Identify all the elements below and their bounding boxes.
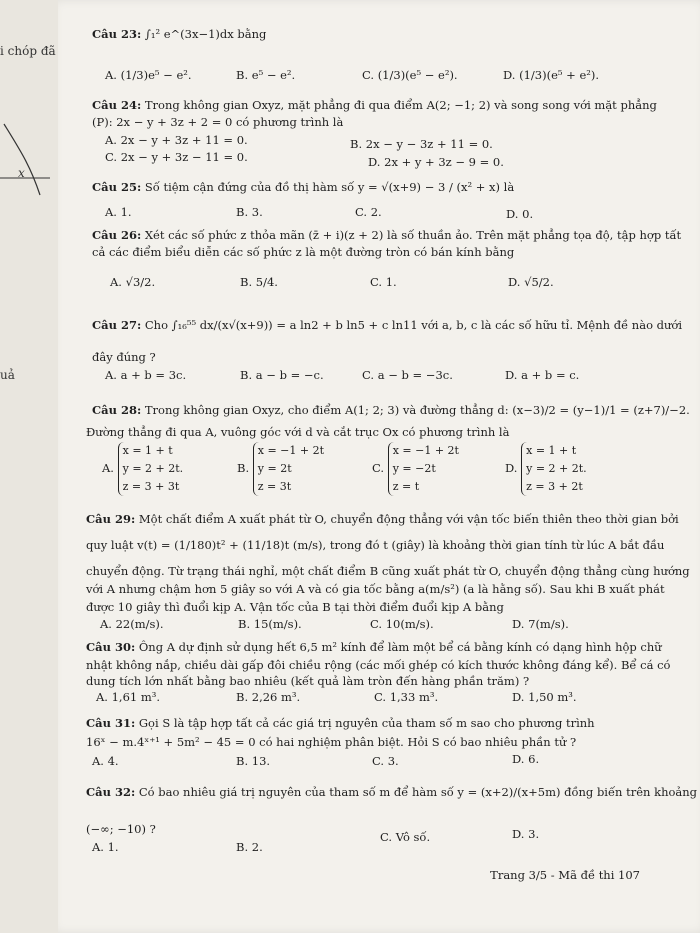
q30-option-a: A. 1,61 m³. bbox=[96, 690, 161, 704]
q27-option-d: D. a + b = c. bbox=[505, 368, 580, 382]
q31-option-a: A. 4. bbox=[92, 754, 119, 768]
q23-option-a: A. (1/3)e⁵ − e². bbox=[105, 68, 192, 82]
q24-option-d: D. 2x + y + 3z − 9 = 0. bbox=[368, 155, 504, 169]
question-stem: Trong không gian Oxyz, cho điểm A(1; 2; 3) và đường thẳng d: (x−3)/2 = (y−1)/1 = (z+7)/−2. bbox=[144, 403, 690, 417]
q24-option-a: A. 2x − y + 3z + 11 = 0. bbox=[105, 133, 248, 147]
question-25 bbox=[92, 180, 514, 194]
margin-graph bbox=[0, 120, 60, 200]
q32-option-a: A. 1. bbox=[92, 840, 119, 854]
q25-option-d: D. 0. bbox=[506, 207, 534, 221]
q27-option-b: B. a − b = −c. bbox=[240, 368, 324, 382]
question-stem-cont: Đường thẳng đi qua A, vuông góc với d và cắt trục Ox có phương trình là bbox=[86, 425, 510, 439]
question-stem: ∫₁² e^(3x−1)dx bằng bbox=[144, 27, 267, 41]
q26-option-a: A. √3/2. bbox=[110, 275, 156, 289]
question-stem: Gọi S là tập hợp tất cả các giá trị nguyên của tham số m sao cho phương trình bbox=[138, 716, 595, 730]
question-stem: Số tiệm cận đứng của đồ thị hàm số y = √(x+9) − 3 / (x² + x) là bbox=[144, 180, 515, 194]
q26-option-c: C. 1. bbox=[370, 275, 397, 289]
question-label: Câu 24: bbox=[92, 98, 142, 112]
q31-option-d: D. 6. bbox=[512, 752, 540, 766]
q25-option-b: B. 3. bbox=[236, 205, 263, 219]
question-label: Câu 28: bbox=[92, 403, 142, 417]
question-stem: Xét các số phức z thỏa mãn (z̄ + i)(z + 2) là số thuần ảo. Trên mặt phẳng tọa độ, tập hợp tất bbox=[144, 228, 682, 242]
question-label: Câu 27: bbox=[92, 318, 142, 332]
q28-option-c: C. x = −1 + 2t y = −2t z = t bbox=[372, 442, 459, 496]
question-stem: Trong không gian Oxyz, mặt phẳng đi qua điểm A(2; −1; 2) và song song với mặt phẳng bbox=[144, 98, 657, 112]
q24-option-c: C. 2x − y + 3z − 11 = 0. bbox=[105, 150, 248, 164]
question-23 bbox=[92, 27, 266, 41]
question-label: Câu 29: bbox=[86, 512, 136, 526]
question-label: Câu 31: bbox=[86, 716, 136, 730]
q32-option-b: B. 2. bbox=[236, 840, 263, 854]
question-stem-cont: chuyển động. Từ trạng thái nghỉ, một chất điểm B cũng xuất phát từ O, chuyển động thẳng cùng hướng bbox=[86, 564, 690, 578]
q31-option-b: B. 13. bbox=[236, 754, 271, 768]
question-26 bbox=[92, 228, 681, 242]
question-label: Câu 25: bbox=[92, 180, 142, 194]
margin-fragment: i chóp đã bbox=[0, 44, 56, 58]
q28-option-d: D. x = 1 + t y = 2 + 2t. z = 3 + 2t bbox=[505, 442, 587, 496]
question-stem-cont: nhật không nắp, chiều dài gấp đôi chiều rộng (các mối ghép có kích thước không đáng kể). Bể cá có bbox=[86, 658, 671, 672]
q28-option-b: B. x = −1 + 2t y = 2t z = 3t bbox=[237, 442, 324, 496]
q32-option-c: C. Vô số. bbox=[380, 830, 431, 844]
question-32 bbox=[86, 785, 697, 799]
question-stem-cont: (−∞; −10) ? bbox=[86, 822, 156, 836]
question-stem-cont: quy luật v(t) = (1/180)t² + (11/18)t (m/s), trong đó t (giây) là khoảng thời gian tính từ lúc A bắt đầu bbox=[86, 538, 665, 552]
question-stem: Ông A dự định sử dụng hết 6,5 m² kính để làm một bể cá bằng kính có dạng hình hộp chữ bbox=[138, 640, 662, 654]
question-stem-cont: được 10 giây thì đuổi kịp A. Vận tốc của B tại thời điểm đuổi kịp A bằng bbox=[86, 600, 504, 614]
q30-option-d: D. 1,50 m³. bbox=[512, 690, 577, 704]
question-24 bbox=[92, 98, 657, 112]
q29-option-c: C. 10(m/s). bbox=[370, 617, 434, 631]
margin-axis-label: x bbox=[18, 166, 25, 180]
question-stem-cont: với A nhưng chậm hơn 5 giây so với A và có gia tốc bằng a(m/s²) (a là hằng số). Sau khi B xuất phát bbox=[86, 582, 665, 596]
question-stem: Có bao nhiêu giá trị nguyên của tham số m để hàm số y = (x+2)/(x+5m) đồng biến trên khoảng bbox=[138, 785, 698, 799]
question-label: Câu 23: bbox=[92, 27, 142, 41]
q32-option-d: D. 3. bbox=[512, 827, 540, 841]
margin-fragment-2: uả bbox=[0, 368, 15, 382]
q23-option-b: B. e⁵ − e². bbox=[236, 68, 296, 82]
question-stem: Cho ∫₁₆⁵⁵ dx/(x√(x+9)) = a ln2 + b ln5 + c ln11 với a, b, c là các số hữu tỉ. Mệnh đề nào dưới bbox=[144, 318, 683, 332]
question-29 bbox=[86, 512, 679, 526]
q27-option-a: A. a + b = 3c. bbox=[105, 368, 187, 382]
q23-option-d: D. (1/3)(e⁵ + e²). bbox=[503, 68, 600, 82]
question-stem-cont: 16ˣ − m.4ˣ⁺¹ + 5m² − 45 = 0 có hai nghiệm phân biệt. Hỏi S có bao nhiêu phần tử ? bbox=[86, 735, 577, 749]
q29-option-b: B. 15(m/s). bbox=[238, 617, 302, 631]
question-27 bbox=[92, 318, 682, 332]
q29-option-a: A. 22(m/s). bbox=[100, 617, 164, 631]
q30-option-b: B. 2,26 m³. bbox=[236, 690, 301, 704]
q25-option-c: C. 2. bbox=[355, 205, 382, 219]
question-30 bbox=[86, 640, 662, 654]
equation-system: x = −1 + 2t y = 2t z = 3t bbox=[253, 442, 324, 496]
question-31 bbox=[86, 716, 595, 730]
q28-option-a: A. x = 1 + t y = 2 + 2t. z = 3 + 3t bbox=[102, 442, 183, 496]
question-stem-cont: (P): 2x − y + 3z + 2 = 0 có phương trình là bbox=[92, 115, 344, 129]
page-footer: Trang 3/5 - Mã đề thi 107 bbox=[490, 868, 640, 882]
equation-system: x = 1 + t y = 2 + 2t. z = 3 + 3t bbox=[118, 442, 184, 496]
question-stem-cont: dung tích lớn nhất bằng bao nhiêu (kết quả làm tròn đến hàng phần trăm) ? bbox=[86, 674, 530, 688]
q29-option-d: D. 7(m/s). bbox=[512, 617, 569, 631]
question-28 bbox=[92, 403, 690, 417]
question-label: Câu 26: bbox=[92, 228, 142, 242]
question-stem-cont: đây đúng ? bbox=[92, 350, 156, 364]
question-label: Câu 32: bbox=[86, 785, 136, 799]
equation-system: x = 1 + t y = 2 + 2t. z = 3 + 2t bbox=[521, 442, 587, 496]
q25-option-a: A. 1. bbox=[105, 205, 132, 219]
q23-option-c: C. (1/3)(e⁵ − e²). bbox=[362, 68, 458, 82]
q31-option-c: C. 3. bbox=[372, 754, 399, 768]
q26-option-d: D. √5/2. bbox=[508, 275, 554, 289]
q30-option-c: C. 1,33 m³. bbox=[374, 690, 439, 704]
q26-option-b: B. 5/4. bbox=[240, 275, 278, 289]
question-stem-cont: cả các điểm biểu diễn các số phức z là một đường tròn có bán kính bằng bbox=[92, 245, 515, 259]
q27-option-c: C. a − b = −3c. bbox=[362, 368, 453, 382]
q24-option-b: B. 2x − y − 3z + 11 = 0. bbox=[350, 137, 493, 151]
equation-system: x = −1 + 2t y = −2t z = t bbox=[388, 442, 459, 496]
question-label: Câu 30: bbox=[86, 640, 136, 654]
question-stem: Một chất điểm A xuất phát từ O, chuyển động thẳng với vận tốc biến thiên theo thời gian bởi bbox=[138, 512, 679, 526]
